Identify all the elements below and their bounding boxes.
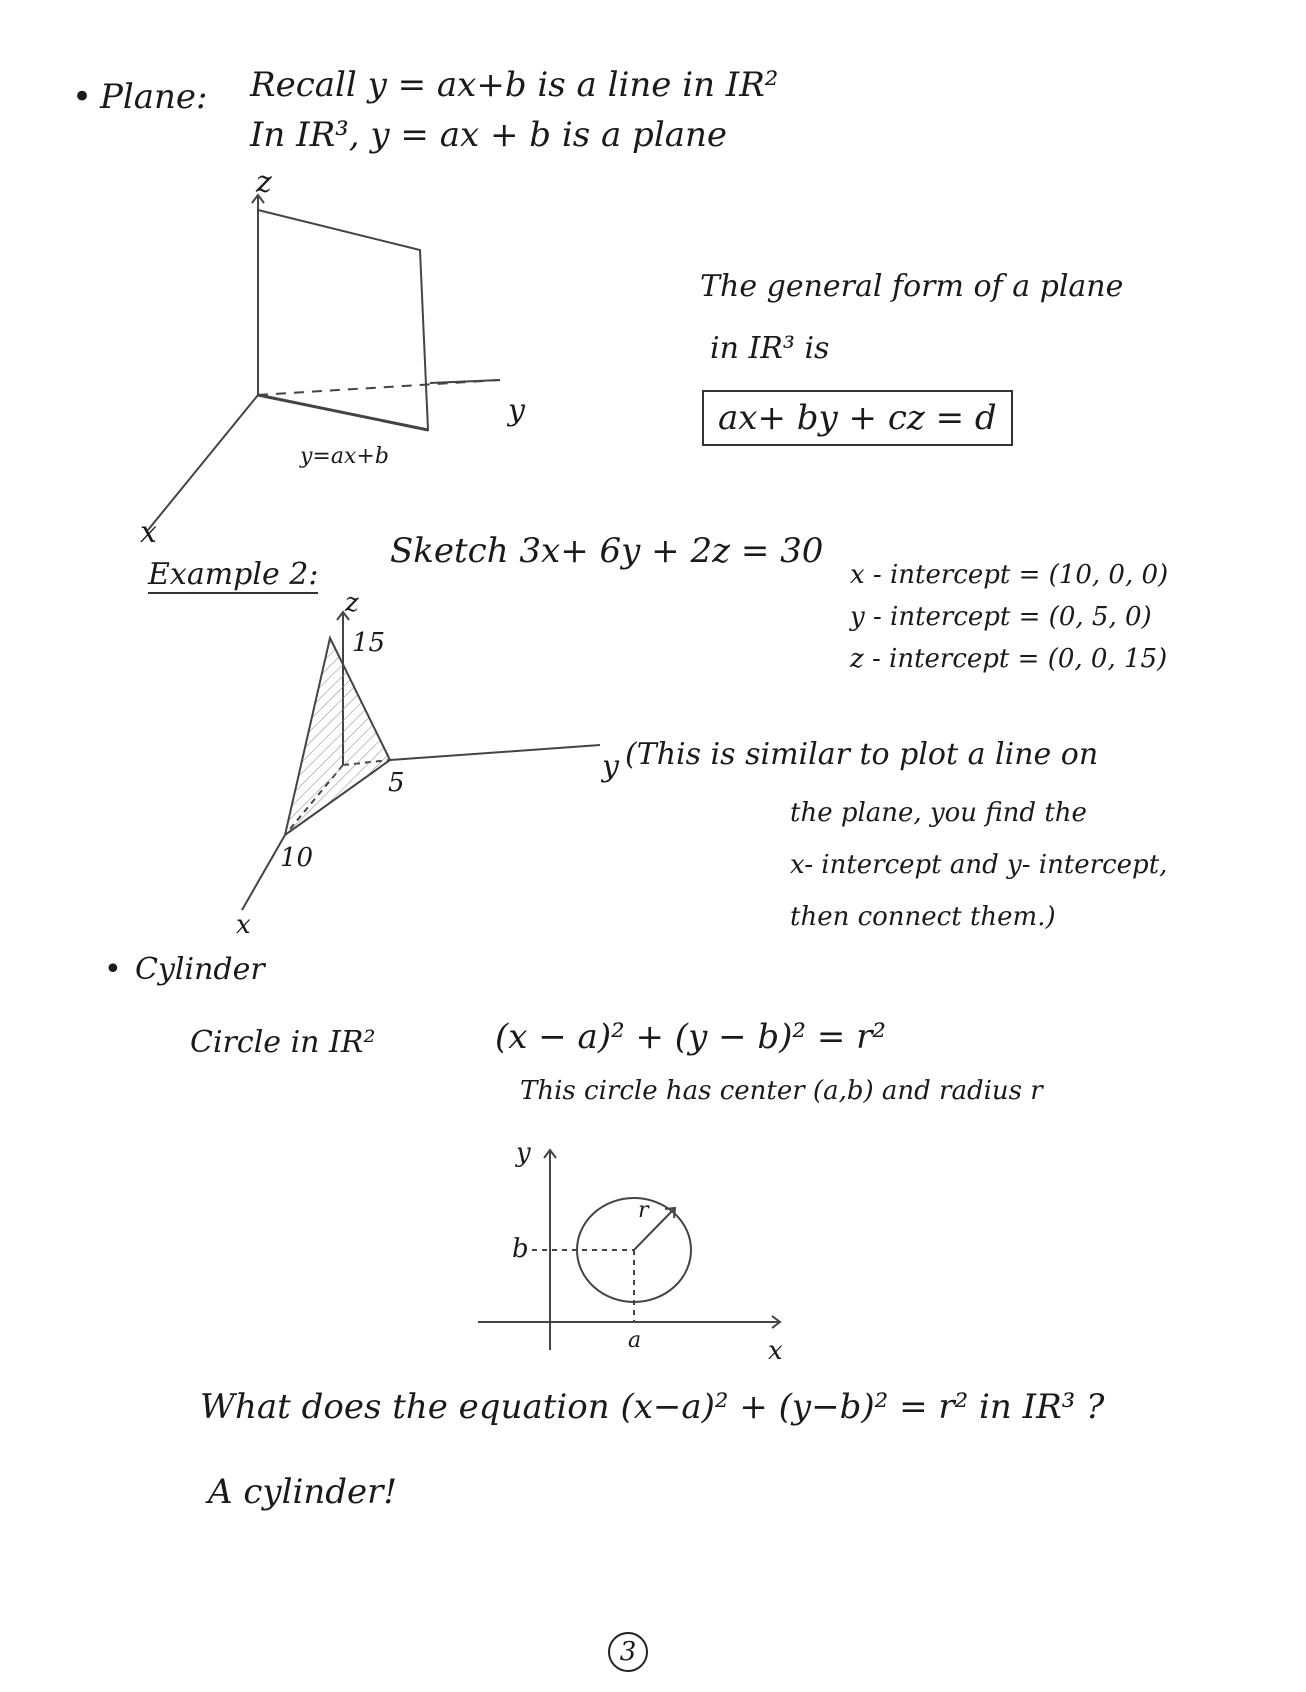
circle-equation: (x − a)² + (y − b)² = r² bbox=[495, 1017, 887, 1057]
fig1-z-label: z bbox=[256, 165, 272, 200]
example2-sketch: Sketch 3x+ 6y + 2z = 30 bbox=[390, 531, 824, 571]
ex2-x-label: x bbox=[236, 910, 251, 940]
ex2-z-value: 15 bbox=[352, 628, 386, 658]
fig1-trace-label: y=ax+b bbox=[300, 444, 389, 469]
cylinder-bullet: • bbox=[104, 952, 122, 987]
note-line-3: x- intercept and y- intercept, bbox=[790, 850, 1168, 880]
ex2-y-value: 5 bbox=[388, 768, 405, 798]
fig1-y-label: y bbox=[508, 393, 525, 428]
ex2-z-label: z bbox=[345, 588, 359, 618]
general-form-line-1: The general form of a plane bbox=[700, 269, 1124, 304]
example2-label: Example 2: bbox=[148, 557, 319, 592]
y-intercept-line: y - intercept = (0, 5, 0) bbox=[850, 602, 1152, 632]
circle-y-label: y bbox=[516, 1138, 531, 1168]
note-line-1: (This is similar to plot a line on bbox=[625, 737, 1099, 772]
ex2-x-value: 10 bbox=[280, 843, 314, 873]
cylinder-heading: Cylinder bbox=[135, 952, 265, 987]
cylinder-question: What does the equation (x−a)² + (y−b)² = r² in IR³ ? bbox=[200, 1387, 1105, 1427]
recall-line: Recall y = ax+b is a line in IR² bbox=[250, 65, 779, 105]
r3-plane-line: In IR³, y = ax + b is a plane bbox=[250, 115, 727, 155]
general-form-line-2: in IR³ is bbox=[710, 331, 830, 366]
ex2-y-label: y bbox=[602, 749, 619, 784]
page-number: 3 bbox=[608, 1632, 648, 1672]
circle-description: This circle has center (a,b) and radius r bbox=[520, 1076, 1043, 1106]
circle-a-label: a bbox=[628, 1328, 642, 1353]
general-form-equation: ax+ by + cz = d bbox=[702, 390, 1013, 446]
circle-x-label: x bbox=[768, 1336, 783, 1366]
note-line-2: the plane, you find the bbox=[790, 798, 1087, 828]
fig1-x-label: x bbox=[140, 515, 157, 550]
x-intercept-line: x - intercept = (10, 0, 0) bbox=[850, 560, 1169, 590]
circle-r-label: r bbox=[638, 1198, 649, 1223]
cylinder-answer: A cylinder! bbox=[208, 1472, 398, 1512]
circle-label: Circle in IR² bbox=[190, 1025, 376, 1060]
circle-b-label: b bbox=[512, 1234, 529, 1264]
plane-bullet: • bbox=[72, 77, 93, 117]
plane-heading: Plane: bbox=[100, 77, 208, 117]
z-intercept-line: z - intercept = (0, 0, 15) bbox=[850, 644, 1168, 674]
note-line-4: then connect them.) bbox=[790, 902, 1056, 932]
